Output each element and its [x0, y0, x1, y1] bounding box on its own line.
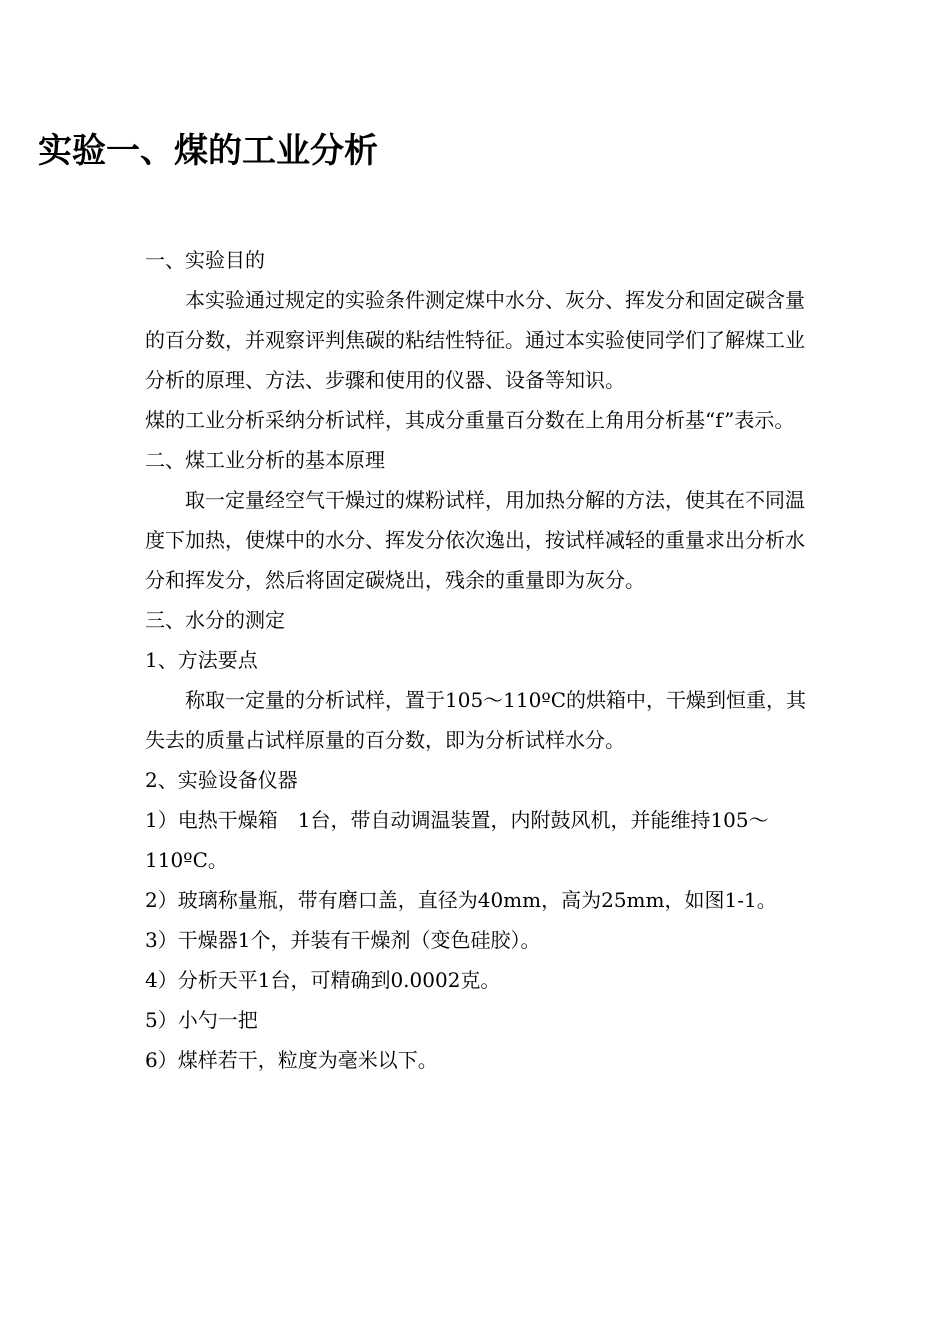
- equipment-item: 6）煤样若干，粒度为毫米以下。: [145, 1048, 438, 1072]
- equipment-item: 1）电热干燥箱 1台，带自动调温装置，内附鼓风机，并能维持105～110ºC。: [145, 808, 769, 872]
- equipment-item: 4）分析天平1台，可精确到0.0002克。: [145, 968, 501, 992]
- section-heading-purpose: 一、实验目的: [145, 248, 265, 272]
- subheading-equipment: 2、实验设备仪器: [145, 768, 298, 792]
- paragraph-method: 称取一定量的分析试样，置于105～110ºC的烘箱中，干燥到恒重，其失去的质量占试样原量的百分数，即为分析试样水分。: [145, 688, 807, 752]
- subheading-method: 1、方法要点: [145, 648, 258, 672]
- section-heading-moisture: 三、水分的测定: [145, 608, 285, 632]
- paragraph-purpose: 本实验通过规定的实验条件测定煤中水分、灰分、挥发分和固定碳含量的百分数，并观察评判焦碳的粘结性特征。通过本实验使同学们了解煤工业分析的原理、方法、步骤和使用的仪器、设备等知识。: [145, 288, 805, 392]
- equipment-item: 2）玻璃称量瓶，带有磨口盖，直径为40mm，高为25mm，如图1-1。: [145, 888, 777, 912]
- equipment-item: 3）干燥器1个，并装有干燥剂（变色硅胶）。: [145, 928, 541, 952]
- paragraph-principle: 取一定量经空气干燥过的煤粉试样，用加热分解的方法，使其在不同温度下加热，使煤中的水分、挥发分依次逸出，按试样减轻的重量求出分析水分和挥发分，然后将固定碳烧出，残余的重量即为灰分。: [145, 488, 805, 592]
- paragraph-analysis-basis: 煤的工业分析采纳分析试样，其成分重量百分数在上角用分析基“f”表示。: [145, 408, 795, 432]
- document-title: 实验一、煤的工业分析: [38, 131, 378, 171]
- section-heading-principle: 二、煤工业分析的基本原理: [145, 448, 385, 472]
- document-body: [145, 240, 810, 1080]
- equipment-item: 5）小勺一把: [145, 1008, 258, 1032]
